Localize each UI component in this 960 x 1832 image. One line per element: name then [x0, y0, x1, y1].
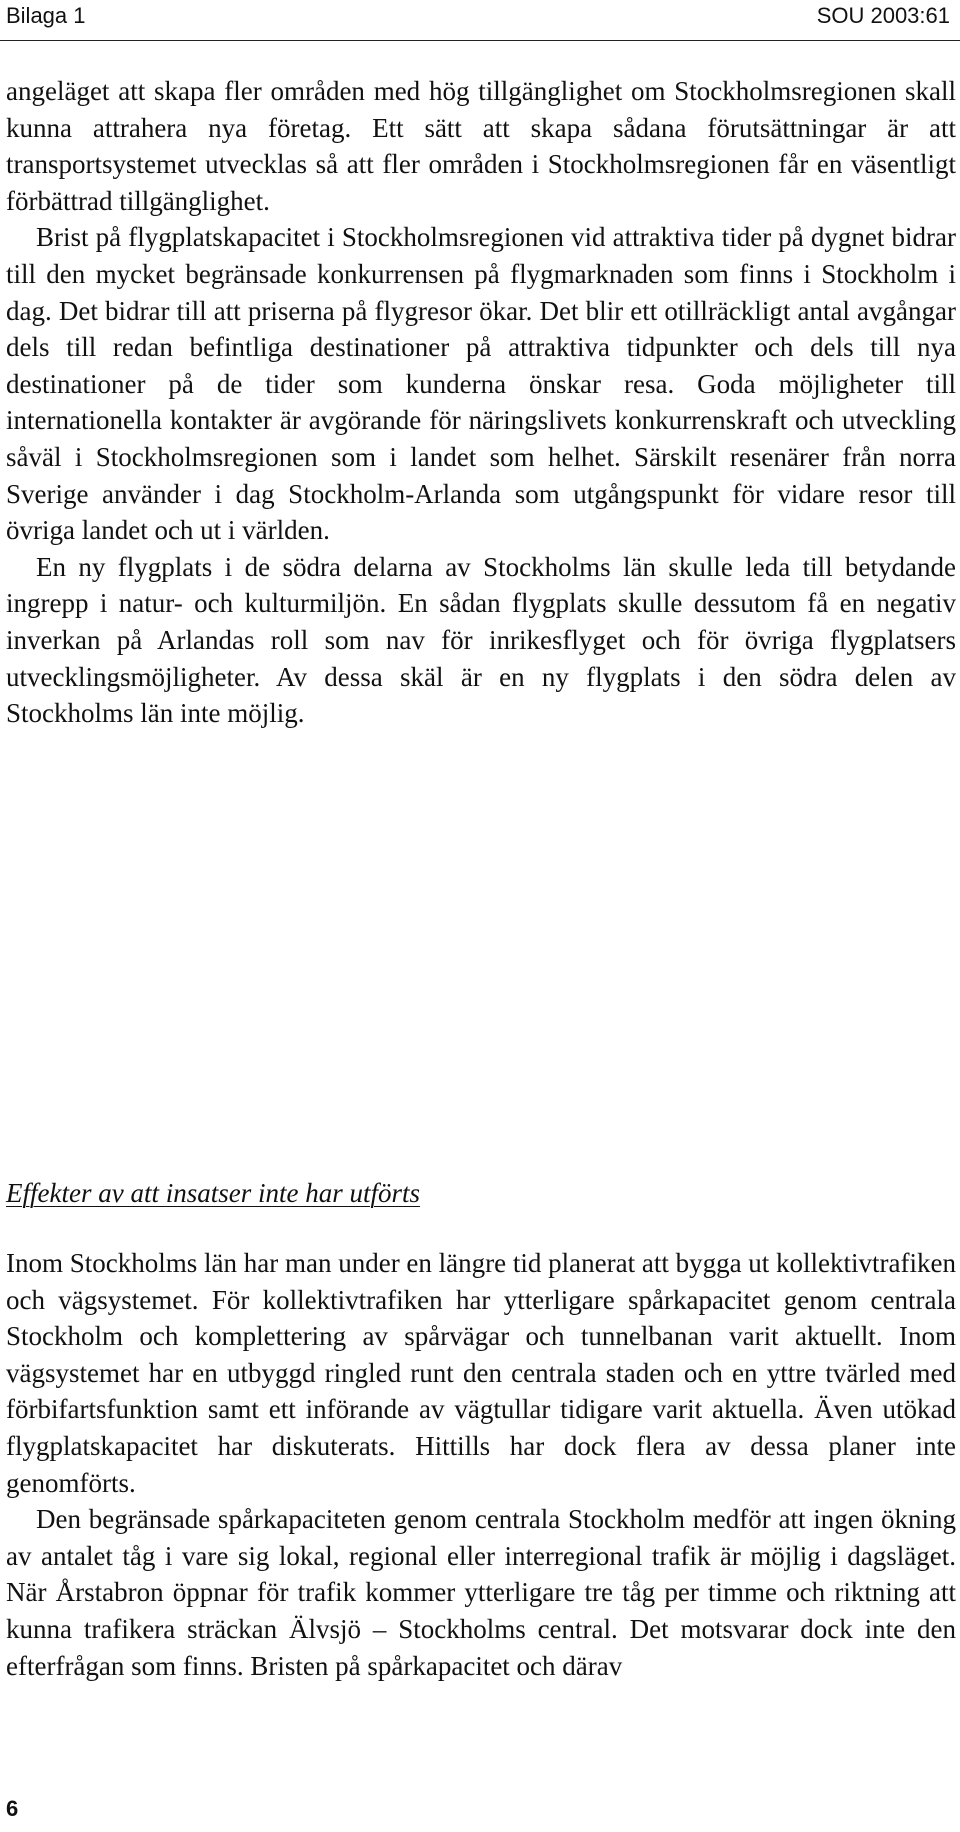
paragraph: Inom Stockholms län har man under en längre tid planerat att bygga ut kollektivtrafiken och vägsystemet. För kollektivtrafiken har ytterligare spårkapacitet genom centrala Stockholm och komplettering av spårvägar och tunnelbanan varit aktuellt. Inom vägsystemet har en utbyggd ringled runt den centrala staden och en yttre tvärled med förbifartsfunktion samt ett införande av vägtullar tidigare varit aktuella. Även utökad flygplatskapacitet har diskuterats. Hittills har dock flera av dessa planer inte genomförts.: [6, 1248, 956, 1498]
paragraph: angeläget att skapa fler områden med hög tillgänglighet om Stockholmsregionen skall kunna attrahera nya företag. Ett sätt att skapa sådana förutsättningar är att transportsystemet utvecklas så att fler områden i Stockholmsregionen får en väsentligt förbättrad tillgänglighet.: [6, 76, 956, 216]
paragraph: Brist på flygplatskapacitet i Stockholmsregionen vid attraktiva tider på dygnet bidrar till den mycket begränsade konkurrensen på flygmarknaden som finns i Stockholm i dag. Det bidrar till att priserna på flygresor ökar. Det blir ett otillräckligt antal avgångar dels till redan befintliga destinationer på attraktiva tidpunkter och dels till nya destinationer på de tider som kunderna önskar resa. Goda möjligheter till internationella kontakter är avgörande för näringslivets konkurrenskraft och utveckling såväl i Stockholmsregionen som i landet som helhet. Särskilt resenärer från norra Sverige använder i dag Stockholm-Arlanda som utgångspunkt för vidare resor till övriga landet och ut i världen.: [6, 222, 956, 546]
body-text-top: [6, 73, 956, 732]
section-heading: Effekter av att insatser inte har utförts: [6, 1178, 420, 1208]
header-appendix-label: Bilaga 1: [6, 3, 86, 28]
header-divider: [0, 40, 960, 41]
paragraph: En ny flygplats i de södra delarna av Stockholms län skulle leda till betydande ingrepp i natur- och kulturmiljön. En sådan flygplats skulle dessutom få en negativ inverkan på Arlandas roll som nav för inrikesflyget och för övriga flygplatsers utvecklingsmöjligheter. Av dessa skäl är en ny flygplats i den södra delen av Stockholms län inte möjlig.: [6, 551, 956, 729]
page-number: 6: [6, 1796, 19, 1821]
paragraph: Den begränsade spårkapaciteten genom centrala Stockholm medför att ingen ökning av antalet tåg i vare sig lokal, regional eller interregional trafik är möjlig i dagsläget. När Årstabron öppnar för trafik kommer ytterligare tre tåg per timme och riktning att kunna trafikera sträckan Älvsjö – Stockholms central. Det motsvarar dock inte den efterfrågan som finns. Bristen på spårkapacitet och därav: [6, 1504, 956, 1681]
body-text-bottom: [6, 1245, 956, 1684]
header-document-reference: SOU 2003:61: [816, 3, 950, 28]
